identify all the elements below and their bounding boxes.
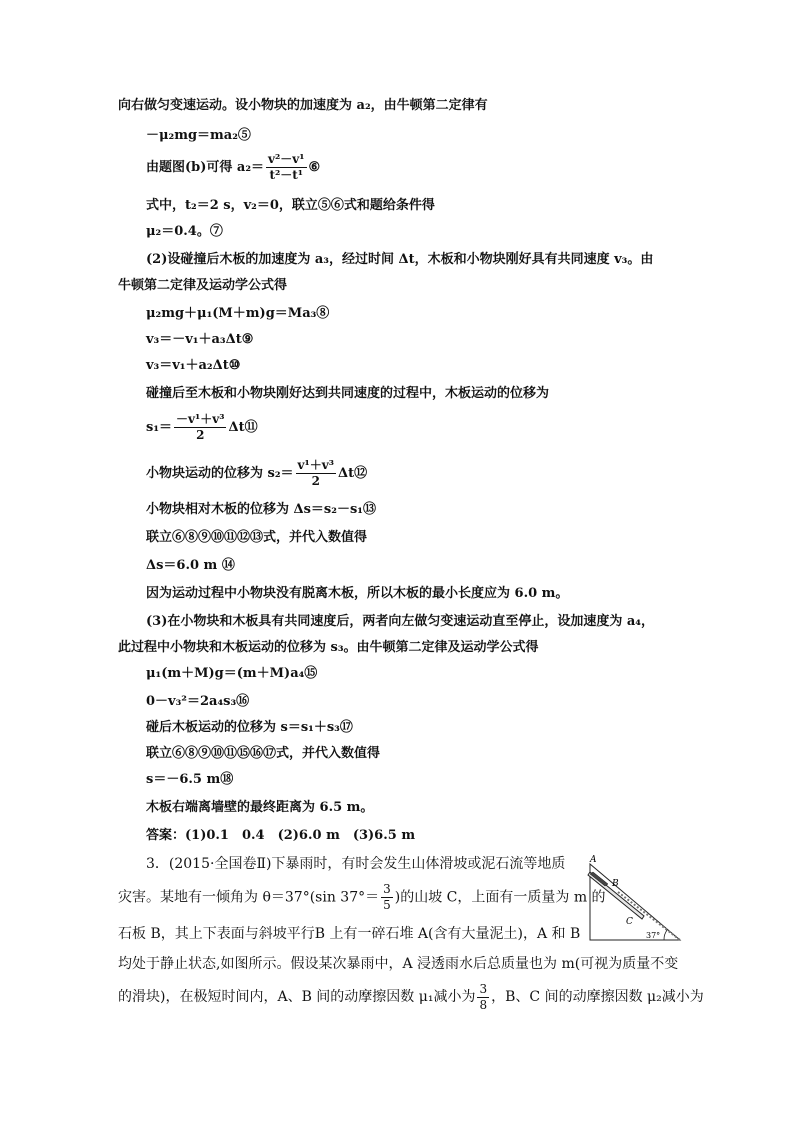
equation-17: 碰后木板运动的位移为 s＝s₁＋s₃⑰ (146, 720, 353, 735)
text-line: 此过程中小物块和木板运动的位移为 s₃。由牛顿第二定律及运动学公式得 (118, 640, 539, 655)
equation-11-tail: Δt⑪ (228, 420, 258, 435)
equation-5: －μ₂mg＝ma₂⑤ (146, 128, 251, 143)
text-line: 联立⑥⑧⑨⑩⑪⑫⑬式，并代入数值得 (146, 530, 368, 545)
answer-line: 答案：(1)0.1 0.4 (2)6.0 m (3)6.5 m (146, 828, 416, 843)
equation-18: s＝－6.5 m⑱ (146, 772, 234, 787)
text-line: 因为运动过程中小物块没有脱离木板，所以木板的最小长度应为 6.0 m。 (146, 586, 569, 601)
problem-3-line: 均处于静止状态,如图所示。假设某次暴雨中，A 浸透雨水后总质量也为 m(可视为质量不变 (118, 956, 679, 972)
text-line: 向右做匀变速运动。设小物块的加速度为 a₂，由牛顿第二定律有 (118, 98, 488, 113)
label-a: A (590, 855, 597, 865)
text-line: (3)在小物块和木板具有共同速度后，两者向左做匀变速运动直至停止，设加速度为 a₄， (146, 614, 654, 629)
equation-12-lead: 小物块运动的位移为 s₂＝ (146, 466, 294, 481)
equation-8: μ₂mg＋μ₁(M＋m)g＝Ma₃⑧ (146, 306, 330, 321)
equation-16: 0－v₃²＝2a₄s₃⑯ (146, 694, 250, 709)
equation-6-tail: ⑥ (308, 160, 321, 175)
text-line: 木板右端离墙壁的最终距离为 6.5 m。 (146, 800, 374, 815)
fraction-denominator: 2 (311, 474, 320, 488)
text-line: 牛顿第二定律及运动学公式得 (118, 278, 288, 293)
equation-12-tail: Δt⑫ (338, 466, 368, 481)
fraction (266, 152, 306, 183)
fraction-denominator: 8 (479, 997, 488, 1012)
fraction (381, 882, 393, 913)
equation-11-lead: s₁＝ (146, 420, 173, 435)
equation-15: μ₁(m＋M)g＝(m＋M)a₄⑮ (146, 666, 318, 681)
problem-3-tail: )的山坡 C，上面有一质量为 m 的 (394, 889, 606, 906)
equation-7: μ₂＝0.4。⑦ (146, 224, 223, 239)
fraction-denominator: 5 (383, 898, 391, 912)
fraction-numerator: v²－v¹ (268, 152, 305, 166)
equation-9: v₃＝－v₁＋a₃Δt⑨ (146, 332, 254, 347)
fraction-denominator: 2 (196, 428, 205, 442)
equation-6 (146, 152, 320, 183)
text-line: 式中，t₂＝2 s，v₂＝0，联立⑤⑥式和题给条件得 (146, 198, 435, 213)
label-c: C (626, 917, 633, 927)
problem-3-line: 3．(2015·全国卷Ⅱ)下暴雨时，有时会发生山体滑坡或泥石流等地质 (146, 856, 566, 872)
equation-12 (146, 458, 367, 489)
text-line: 联立⑥⑧⑨⑩⑪⑮⑯⑰式，并代入数值得 (146, 746, 381, 761)
fraction-numerator: －v¹＋v³ (176, 412, 225, 426)
problem-3-tail: ，B、C 间的动摩擦因数 μ₂减小为 (491, 989, 704, 1005)
problem-3-line (118, 980, 704, 1014)
fraction-numerator: 3 (479, 981, 488, 996)
problem-3-line: 石板 B，其上下表面与斜坡平行B 上有一碎石堆 A(含有大量泥土)，A 和 B (118, 926, 581, 942)
fraction (296, 458, 336, 489)
angle-label: 37° (646, 931, 661, 940)
incline-diagram-svg (584, 852, 684, 944)
fraction (174, 412, 226, 443)
angle-arc (664, 930, 668, 941)
text-line: 碰撞后至木板和小物块刚好达到共同速度的过程中，木板运动的位移为 (146, 386, 550, 401)
equation-10: v₃＝v₁＋a₂Δt⑩ (146, 358, 241, 373)
equation-11 (146, 412, 258, 443)
problem-3-line (118, 882, 606, 913)
fraction-numerator: 3 (383, 882, 391, 896)
problem-3-lead: 灾害。某地有一倾角为 θ＝37°(sin 37°＝ (118, 889, 380, 906)
equation-6-lead: 由题图(b)可得 a₂＝ (146, 160, 265, 175)
fraction-denominator: t²－t¹ (269, 168, 304, 182)
label-b: B (612, 879, 619, 889)
fraction (477, 982, 489, 1013)
equation-14: Δs＝6.0 m ⑭ (146, 558, 235, 573)
text-line: (2)设碰撞后木板的加速度为 a₃，经过时间 Δt，木板和小物块刚好具有共同速度 v₃。由 (146, 252, 654, 267)
equation-13: 小物块相对木板的位移为 Δs＝s₂－s₁⑬ (146, 502, 376, 517)
problem-3-lead: 的滑块)，在极短时间内，A、B 间的动摩擦因数 μ₁减小为 (118, 989, 476, 1005)
fraction-numerator: v¹＋v³ (297, 458, 335, 472)
incline-diagram (584, 852, 684, 944)
